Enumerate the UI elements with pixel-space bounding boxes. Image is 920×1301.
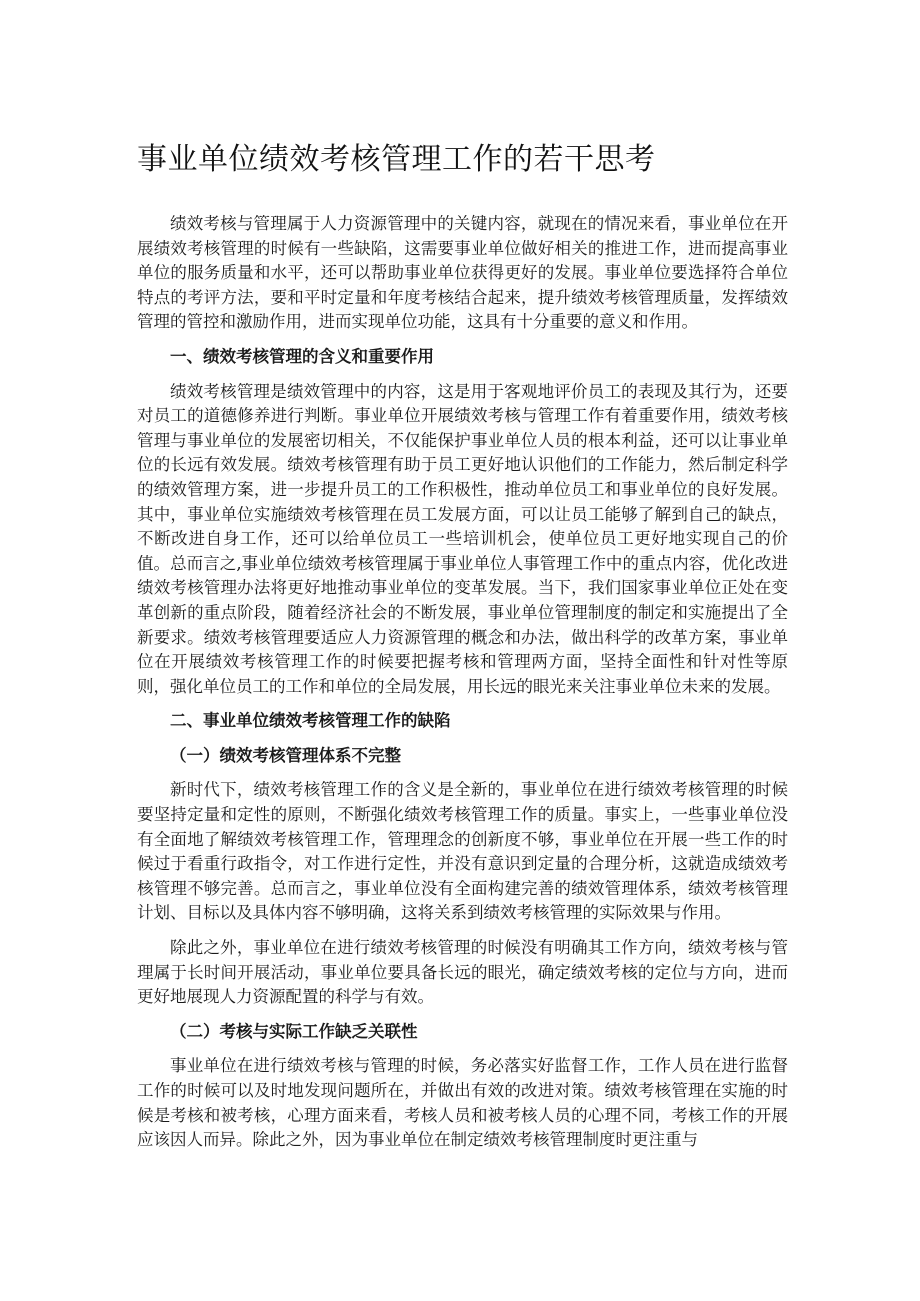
subsection-heading-2-1: （一）绩效考核管理体系不完整 bbox=[170, 745, 401, 765]
intro-paragraph: 绩效考核与管理属于人力资源管理中的关键内容，就现在的情况来看，事业单位在开展绩效考核管理的时候有一些缺陷，这需要事业单位做好相关的推进工作，进而提高事业单位的服务质量和水平，还可以帮助事业单位获得更好的发展。事业单位要选择符合单位特点的考评方法，要和平时定量和年度考核结合起来，提升绩效考核管理质量，发挥绩效管理的管控和激励作用，进而实现单位功能，这具有十分重要的意义和作用。 bbox=[137, 214, 788, 332]
subsection-2-1-paragraph-1: 新时代下，绩效考核管理工作的含义是全新的，事业单位在进行绩效考核管理的时候要坚持定量和定性的原则，不断强化绩效考核管理工作的质量。事实上，一些事业单位没有全面地了解绩效考核管理工作，管理理念的创新度不够，事业单位在开展一些工作的时候过于看重行政指令，对工作进行定性，并没有意识到定量的合理分析，这就造成绩效考核管理不够完善。总而言之，事业单位没有全面构建完善的绩效管理体系，绩效考核管理计划、目标以及具体内容不够明确，这将关系到绩效考核管理的实际效果与作用。 bbox=[137, 780, 788, 923]
subsection-heading-2-2: （二）考核与实际工作缺乏关联性 bbox=[170, 1021, 418, 1041]
subsection-2-1-paragraph-2: 除此之外，事业单位在进行绩效考核管理的时候没有明确其工作方向，绩效考核与管理属于长时间开展活动，事业单位要具备长远的眼光，确定绩效考核的定位与方向，进而更好地展现人力资源配置的科学与有效。 bbox=[137, 938, 788, 1007]
subsection-2-2-paragraph: 事业单位在进行绩效考核与管理的时候，务必落实好监督工作，工作人员在进行监督工作的时候可以及时地发现问题所在，并做出有效的改进对策。绩效考核管理在实施的时候是考核和被考核，心理方面来看，考核人员和被考核人员的心理不同，考核工作的开展应该因人而异。除此之外，因为事业单位在制定绩效考核管理制度时更注重与 bbox=[137, 1056, 788, 1150]
section-heading-1: 一、绩效考核管理的含义和重要作用 bbox=[170, 346, 434, 366]
section-1-paragraph: 绩效考核管理是绩效管理中的内容，这是用于客观地评价员工的表现及其行为，还要对员工的道德修养进行判断。事业单位开展绩效考核与管理工作有着重要作用，绩效考核管理与事业单位的发展密切相关，不仅能保护事业单位人员的根本利益，还可以让事业单位的长远有效发展。绩效考核管理有助于员工更好地认识他们的工作能力，然后制定科学的绩效管理方案，进一步提升员工的工作积极性，推动单位员工和事业单位的良好发展。其中，事业单位实施绩效考核管理在员工发展方面，可以让员工能够了解到自己的缺点，不断改进自身工作，还可以给单位员工一些培训机会，使单位员工更好地实现自己的价值。总而言之,事业单位绩效考核管理属于事业单位人事管理工作中的重点内容，优化改进绩效考核管理办法将更好地推动事业单位的变革发展。当下，我们国家事业单位正处在变革创新的重点阶段，随着经济社会的不断发展，事业单位管理制度的制定和实施提出了全新要求。绩效考核管理要适应人力资源管理的概念和办法，做出科学的改革方案，事业单位在开展绩效考核管理工作的时候要把握考核和管理两方面，坚持全面性和针对性等原则，强化单位员工的工作和单位的全局发展，用长远的眼光来关注事业单位未来的发展。 bbox=[137, 381, 788, 696]
document-title: 事业单位绩效考核管理工作的若干思考 bbox=[137, 142, 656, 177]
section-heading-2: 二、事业单位绩效考核管理工作的缺陷 bbox=[170, 711, 451, 731]
